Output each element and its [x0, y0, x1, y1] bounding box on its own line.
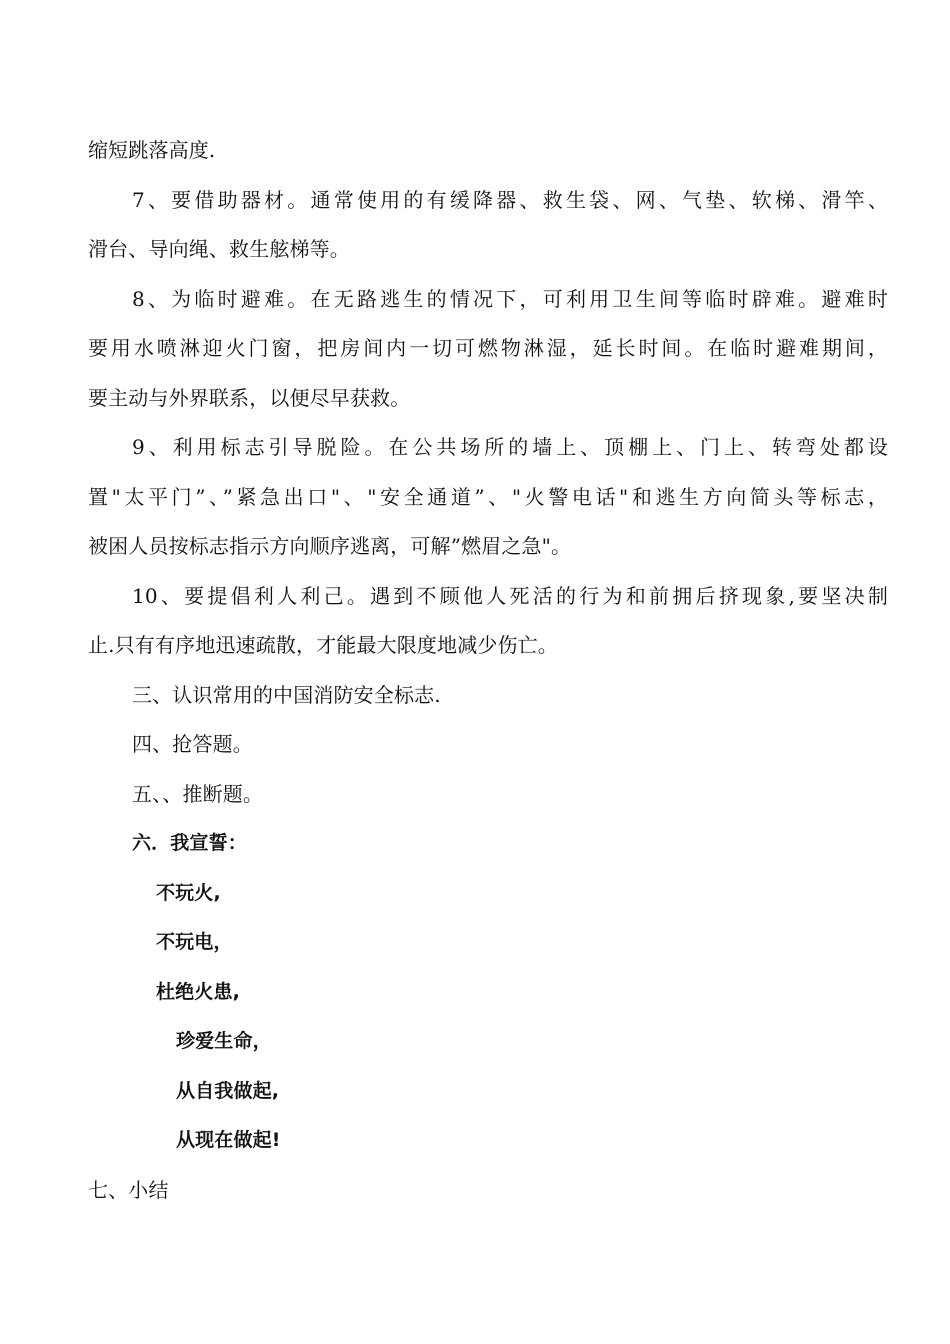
- section-heading-7: 七、小结: [88, 1177, 169, 1202]
- oath-line-6: 从现在做起!: [176, 1129, 281, 1151]
- text-line-8: 置"太平门”、”紧急出口"、"安全通道”、"火警电话"和逃生方向简头等标志，: [88, 484, 888, 509]
- text-line-4: 8、为临时避难。在无路逃生的情况下，可利用卫生间等临时辟难。避难时: [132, 286, 888, 311]
- text-line-9: 被困人员按标志指示方向顺序逃离，可解”燃眉之急"。: [88, 534, 572, 558]
- oath-line-5: 从自我做起,: [176, 1079, 280, 1102]
- text-line-1: 缩短跳落高度.: [88, 138, 216, 162]
- text-line-11: 止.只有有序地迅速疏散，才能最大限度地减少伤亡。: [88, 633, 558, 657]
- text-line-7: 9、利用标志引导脱险。在公共场所的墙上、顶棚上、门上、转弯处都设: [132, 435, 888, 459]
- section-heading-6: 六．我宣誓：: [132, 832, 247, 854]
- oath-line-4: 珍爱生命，: [176, 1030, 272, 1052]
- text-line-10: 10、要提倡利人利己。遇到不顾他人死活的行为和前拥后挤现象,要坚决制: [132, 583, 888, 608]
- section-heading-4: 四、抢答题。: [132, 732, 253, 756]
- text-line-5: 要用水喷淋迎火门窗，把房间内一切可燃物淋湿，延长时间。在临时避难期间，: [88, 336, 888, 360]
- document-page: [88, 126, 888, 1215]
- oath-line-2: 不玩电，: [156, 931, 233, 953]
- text-line-2: 7、要借助器材。通常使用的有缓降器、救生袋、网、气垫、软梯、滑竿、: [132, 187, 888, 212]
- section-heading-3: 三、认识常用的中国消防安全标志.: [132, 682, 441, 707]
- oath-line-1: 不玩火,: [156, 881, 221, 904]
- oath-line-3: 杜绝火患,: [156, 980, 240, 1003]
- text-line-3: 滑台、导向绳、救生舷梯等。: [88, 237, 350, 261]
- section-heading-5: 五、、推断题。: [132, 781, 264, 806]
- text-line-6: 要主动与外界联系，以便尽早获救。: [88, 385, 411, 410]
